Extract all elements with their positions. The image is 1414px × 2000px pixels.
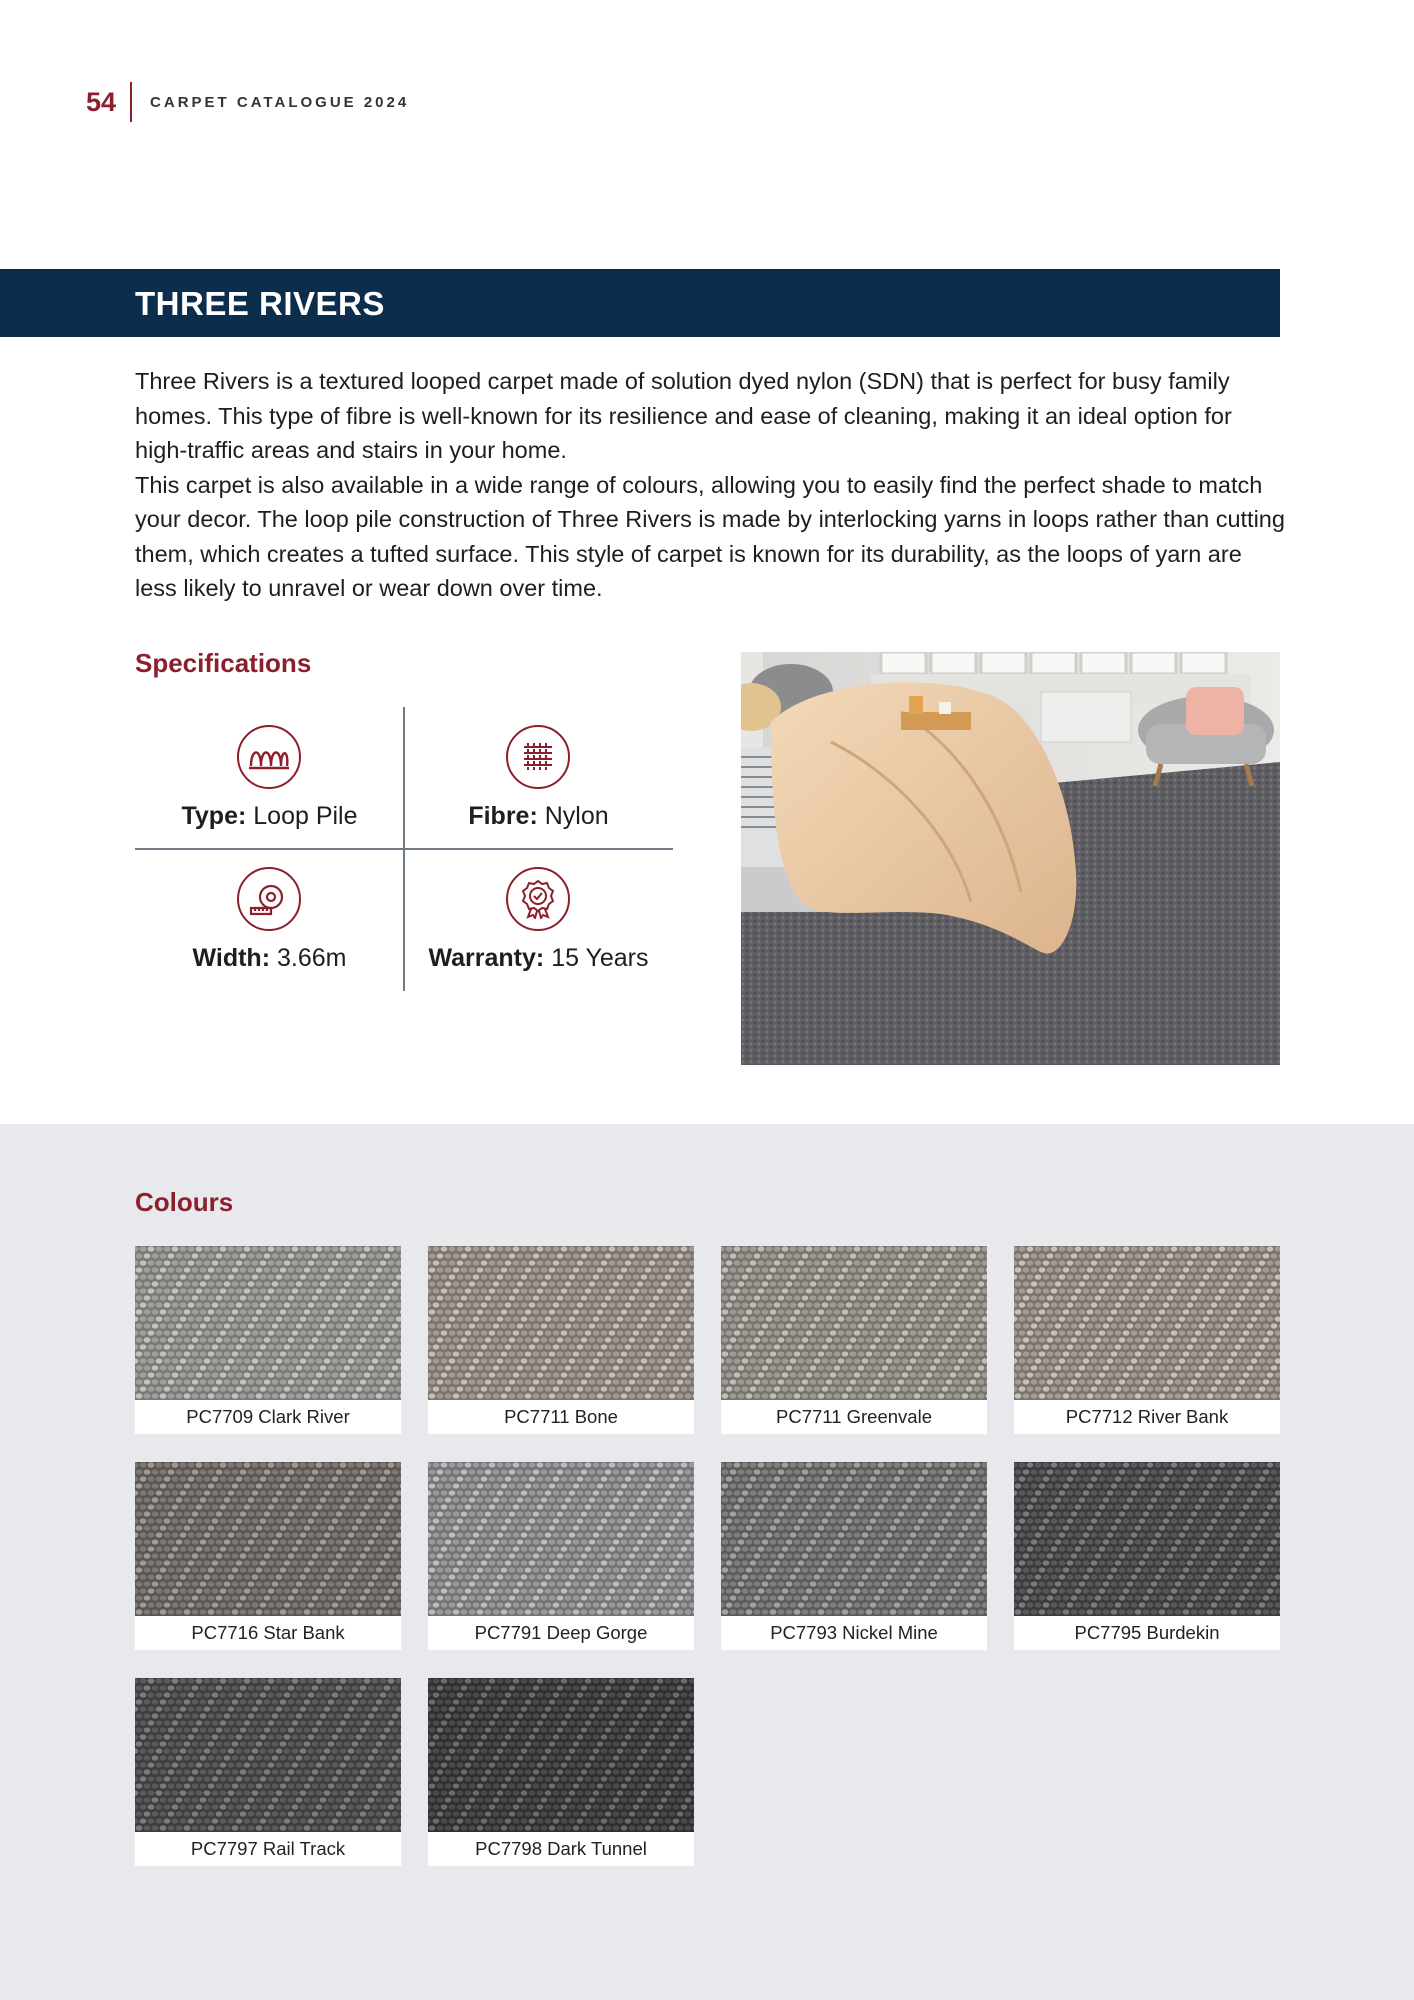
spec-value: 15 Years [551,944,649,972]
specifications-heading: Specifications [135,648,312,678]
room-photo [741,652,1280,1065]
loop-pile-icon [237,725,301,789]
swatch-texture [1014,1246,1280,1400]
spec-label: Fibre: [468,802,538,830]
colour-swatch[interactable] [721,1246,987,1436]
swatch-texture [428,1678,694,1832]
swatch-name: PC7793 Nickel Mine [721,1616,987,1650]
spec-fibre [404,707,673,849]
spec-value: 3.66m [276,944,347,972]
warranty-badge-icon [506,867,570,931]
swatch-name: PC7798 Dark Tunnel [428,1832,694,1866]
swatch-name: PC7711 Greenvale [721,1400,987,1434]
catalogue-title: CARPET CATALOGUE 2024 [150,93,410,111]
colour-swatch[interactable] [135,1462,401,1652]
swatch-texture [721,1246,987,1400]
description-paragraph: Three Rivers is a textured looped carpet made of solution dyed nylon (SDN) that is perfect for busy family homes. This type of fibre is well-known for its resilience and ease of cleaning, making it an ideal option for high-traffic areas and stairs in your home. [135,368,1232,463]
swatch-name: PC7797 Rail Track [135,1832,401,1866]
spec-label: Type: [181,802,247,830]
colour-swatch[interactable] [135,1246,401,1436]
page-number: 54 [86,86,117,117]
colour-swatch[interactable] [428,1246,694,1436]
swatch-texture [1014,1462,1280,1616]
product-description [135,364,1285,606]
colour-swatch[interactable] [1014,1246,1280,1436]
spec-type-text [135,802,404,831]
description-paragraph: This carpet is also available in a wide range of colours, allowing you to easily find the perfect shade to match your decor. The loop pile construction of Three Rivers is made by interlocking yarns in loops rather than cutting them, which creates a tufted surface. This style of carpet is known for its durability, as the loops of yarn are less likely to unravel or wear down over time. [135,471,1285,601]
tape-measure-icon [237,867,301,931]
fibre-weave-icon [506,725,570,789]
product-title-bar [0,269,1280,337]
spec-value: Loop Pile [253,802,358,830]
swatch-texture [721,1462,987,1616]
spec-label: Warranty: [428,944,545,972]
colour-swatch[interactable] [428,1462,694,1652]
spec-fibre-text [404,802,673,831]
header-divider [130,82,132,122]
swatch-name: PC7791 Deep Gorge [428,1616,694,1650]
swatch-texture [428,1246,694,1400]
spec-label: Width: [192,944,271,972]
swatch-texture [135,1246,401,1400]
swatch-texture [135,1462,401,1616]
specifications-grid [135,707,673,991]
swatch-name: PC7716 Star Bank [135,1616,401,1650]
swatch-texture [135,1678,401,1832]
colour-swatch[interactable] [428,1678,694,1868]
spec-warranty-text [404,944,673,973]
swatch-texture [428,1462,694,1616]
spec-width-text [135,944,404,973]
spec-value: Nylon [544,802,609,830]
colours-heading: Colours [135,1187,234,1217]
swatch-name: PC7709 Clark River [135,1400,401,1434]
swatch-name: PC7711 Bone [428,1400,694,1434]
colour-swatch[interactable] [1014,1462,1280,1652]
colour-swatch[interactable] [721,1462,987,1652]
swatch-name: PC7795 Burdekin [1014,1616,1280,1650]
page-header [86,82,409,122]
spec-type [135,707,404,849]
colour-swatch[interactable] [135,1678,401,1868]
spec-width [135,849,404,991]
swatch-name: PC7712 River Bank [1014,1400,1280,1434]
spec-warranty [404,849,673,991]
product-title: THREE RIVERS [135,285,385,322]
